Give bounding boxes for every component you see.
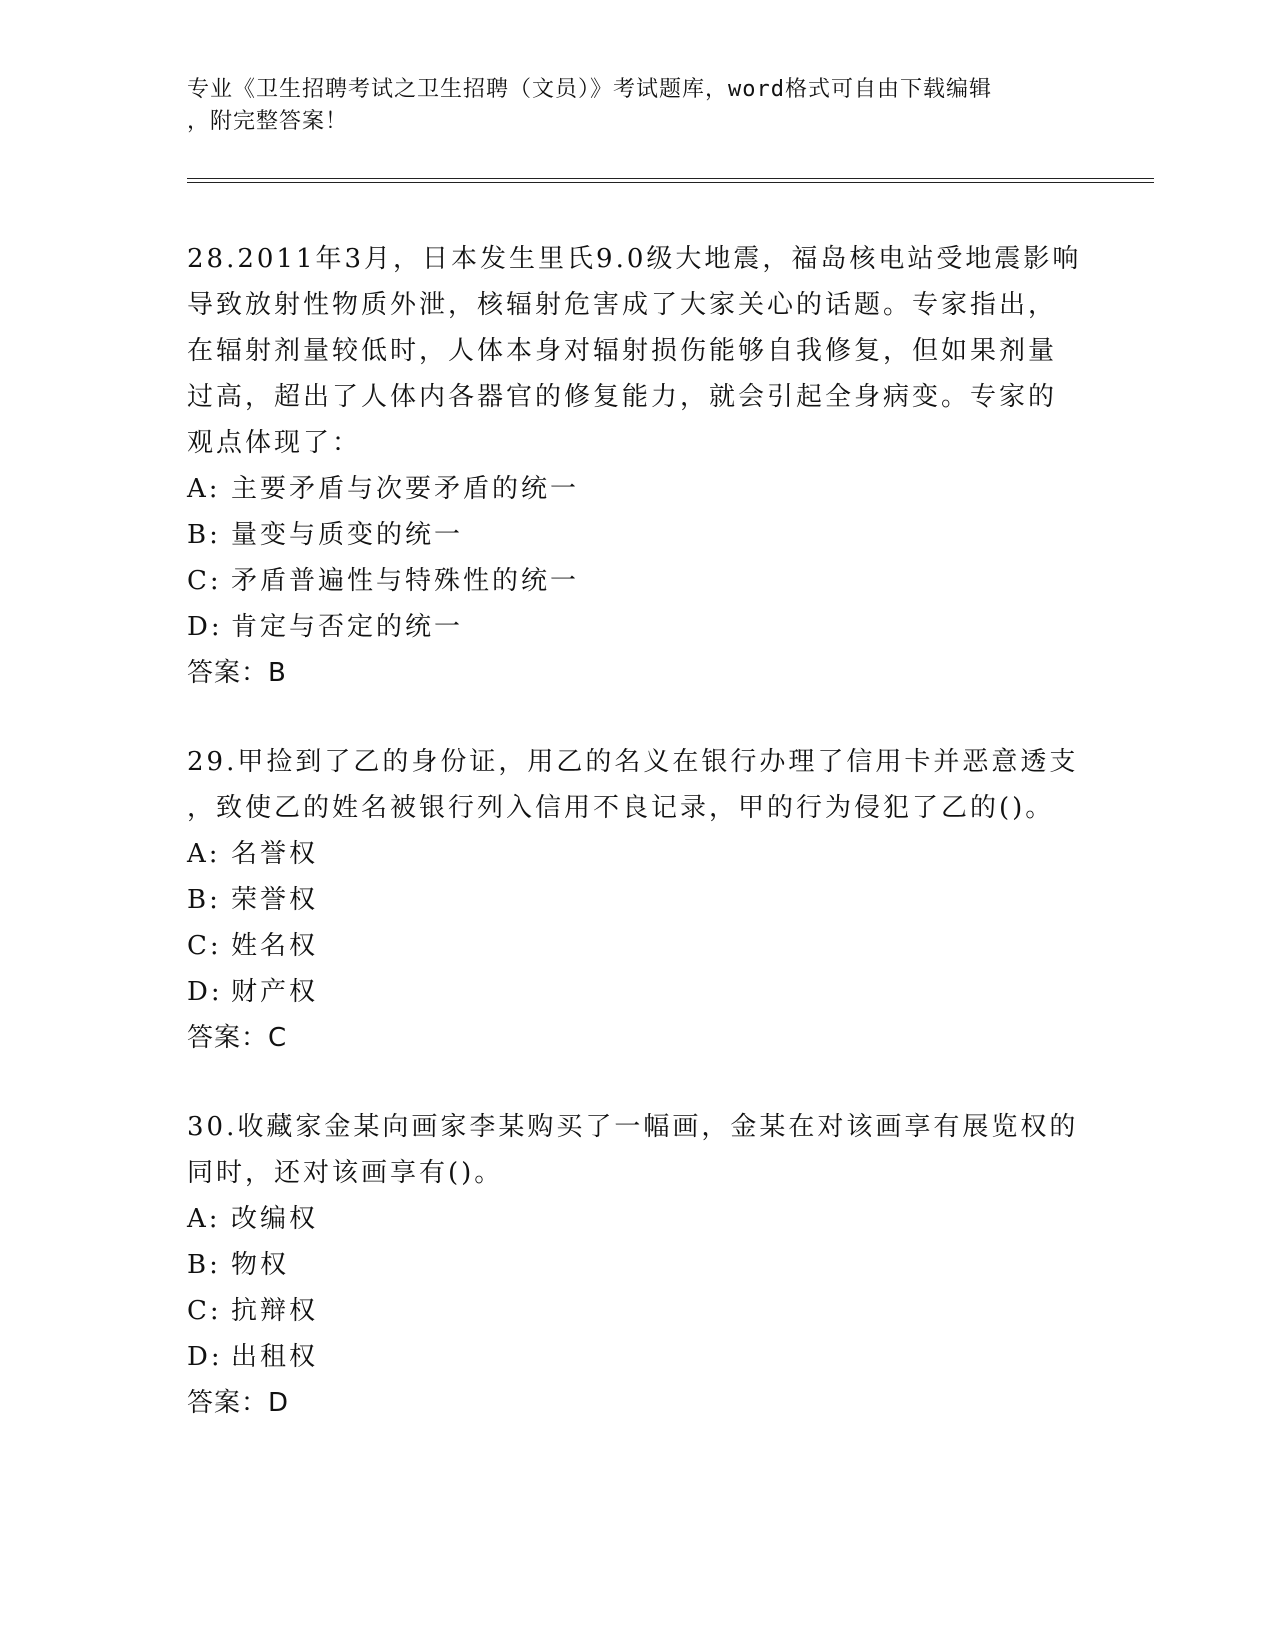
answer-label: 答案：C — [187, 1023, 288, 1053]
stem-line: 30.收藏家金某向画家李某购买了一幅画，金某在对该画享有展览权的 — [187, 1112, 1079, 1142]
option-d — [187, 604, 1087, 650]
option-text: 改编权 — [231, 1204, 319, 1234]
option-letter: D: — [187, 977, 223, 1007]
option-letter: C: — [187, 931, 222, 961]
question-stem — [187, 739, 1087, 831]
option-letter: D: — [187, 612, 223, 642]
option-a — [187, 831, 1087, 877]
option-d — [187, 1334, 1087, 1380]
stem-line: 在辐射剂量较低时，人体本身对辐射损伤能够自我修复，但如果剂量 — [187, 336, 1058, 366]
question-list — [187, 236, 1087, 1469]
option-a — [187, 466, 1087, 512]
stem-line: 观点体现了： — [187, 428, 362, 458]
option-text: 抗辩权 — [231, 1296, 319, 1326]
answer-label: 答案：D — [187, 1388, 290, 1418]
option-letter: B: — [187, 885, 221, 915]
option-a — [187, 1196, 1087, 1242]
option-letter: C: — [187, 1296, 222, 1326]
option-b — [187, 1242, 1087, 1288]
option-letter: A: — [187, 839, 221, 869]
option-c — [187, 923, 1087, 969]
stem-line: 29.甲捡到了乙的身份证，用乙的名义在银行办理了信用卡并恶意透支 — [187, 747, 1079, 777]
option-letter: B: — [187, 1250, 221, 1280]
stem-line: 导致放射性物质外泄，核辐射危害成了大家关心的话题。专家指出， — [187, 290, 1058, 320]
option-text: 肯定与否定的统一 — [231, 612, 464, 642]
option-text: 名誉权 — [231, 839, 319, 869]
question-30 — [187, 1104, 1087, 1426]
option-text: 荣誉权 — [231, 885, 319, 915]
header-divider — [187, 178, 1154, 183]
option-text: 矛盾普遍性与特殊性的统一 — [231, 566, 580, 596]
document-header — [187, 74, 1087, 138]
option-text: 物权 — [231, 1250, 290, 1280]
question-stem — [187, 236, 1087, 466]
option-letter: D: — [187, 1342, 223, 1372]
answer-label: 答案：B — [187, 658, 287, 688]
option-letter: B: — [187, 520, 221, 550]
stem-line: 同时，还对该画享有()。 — [187, 1158, 504, 1188]
stem-line: ，致使乙的姓名被银行列入信用不良记录，甲的行为侵犯了乙的()。 — [187, 793, 1055, 823]
option-b — [187, 877, 1087, 923]
option-d — [187, 969, 1087, 1015]
header-intro-line-2: ，附完整答案！ — [187, 109, 349, 134]
question-stem — [187, 1104, 1087, 1196]
option-letter: A: — [187, 474, 221, 504]
option-b — [187, 512, 1087, 558]
stem-line: 28.2011年3月，日本发生里氏9.0级大地震，福岛核电站受地震影响 — [187, 244, 1082, 274]
option-text: 量变与质变的统一 — [231, 520, 464, 550]
option-letter: C: — [187, 566, 222, 596]
option-text: 主要矛盾与次要矛盾的统一 — [231, 474, 580, 504]
option-c — [187, 558, 1087, 604]
question-29 — [187, 739, 1087, 1061]
option-text: 财产权 — [231, 977, 319, 1007]
question-28 — [187, 236, 1087, 696]
option-letter: A: — [187, 1204, 221, 1234]
option-c — [187, 1288, 1087, 1334]
option-text: 出租权 — [231, 1342, 319, 1372]
stem-line: 过高，超出了人体内各器官的修复能力，就会引起全身病变。专家的 — [187, 382, 1058, 412]
option-text: 姓名权 — [231, 931, 319, 961]
header-intro-line-1: 专业《卫生招聘考试之卫生招聘（文员）》考试题库，word格式可自由下载编辑 — [187, 77, 992, 102]
